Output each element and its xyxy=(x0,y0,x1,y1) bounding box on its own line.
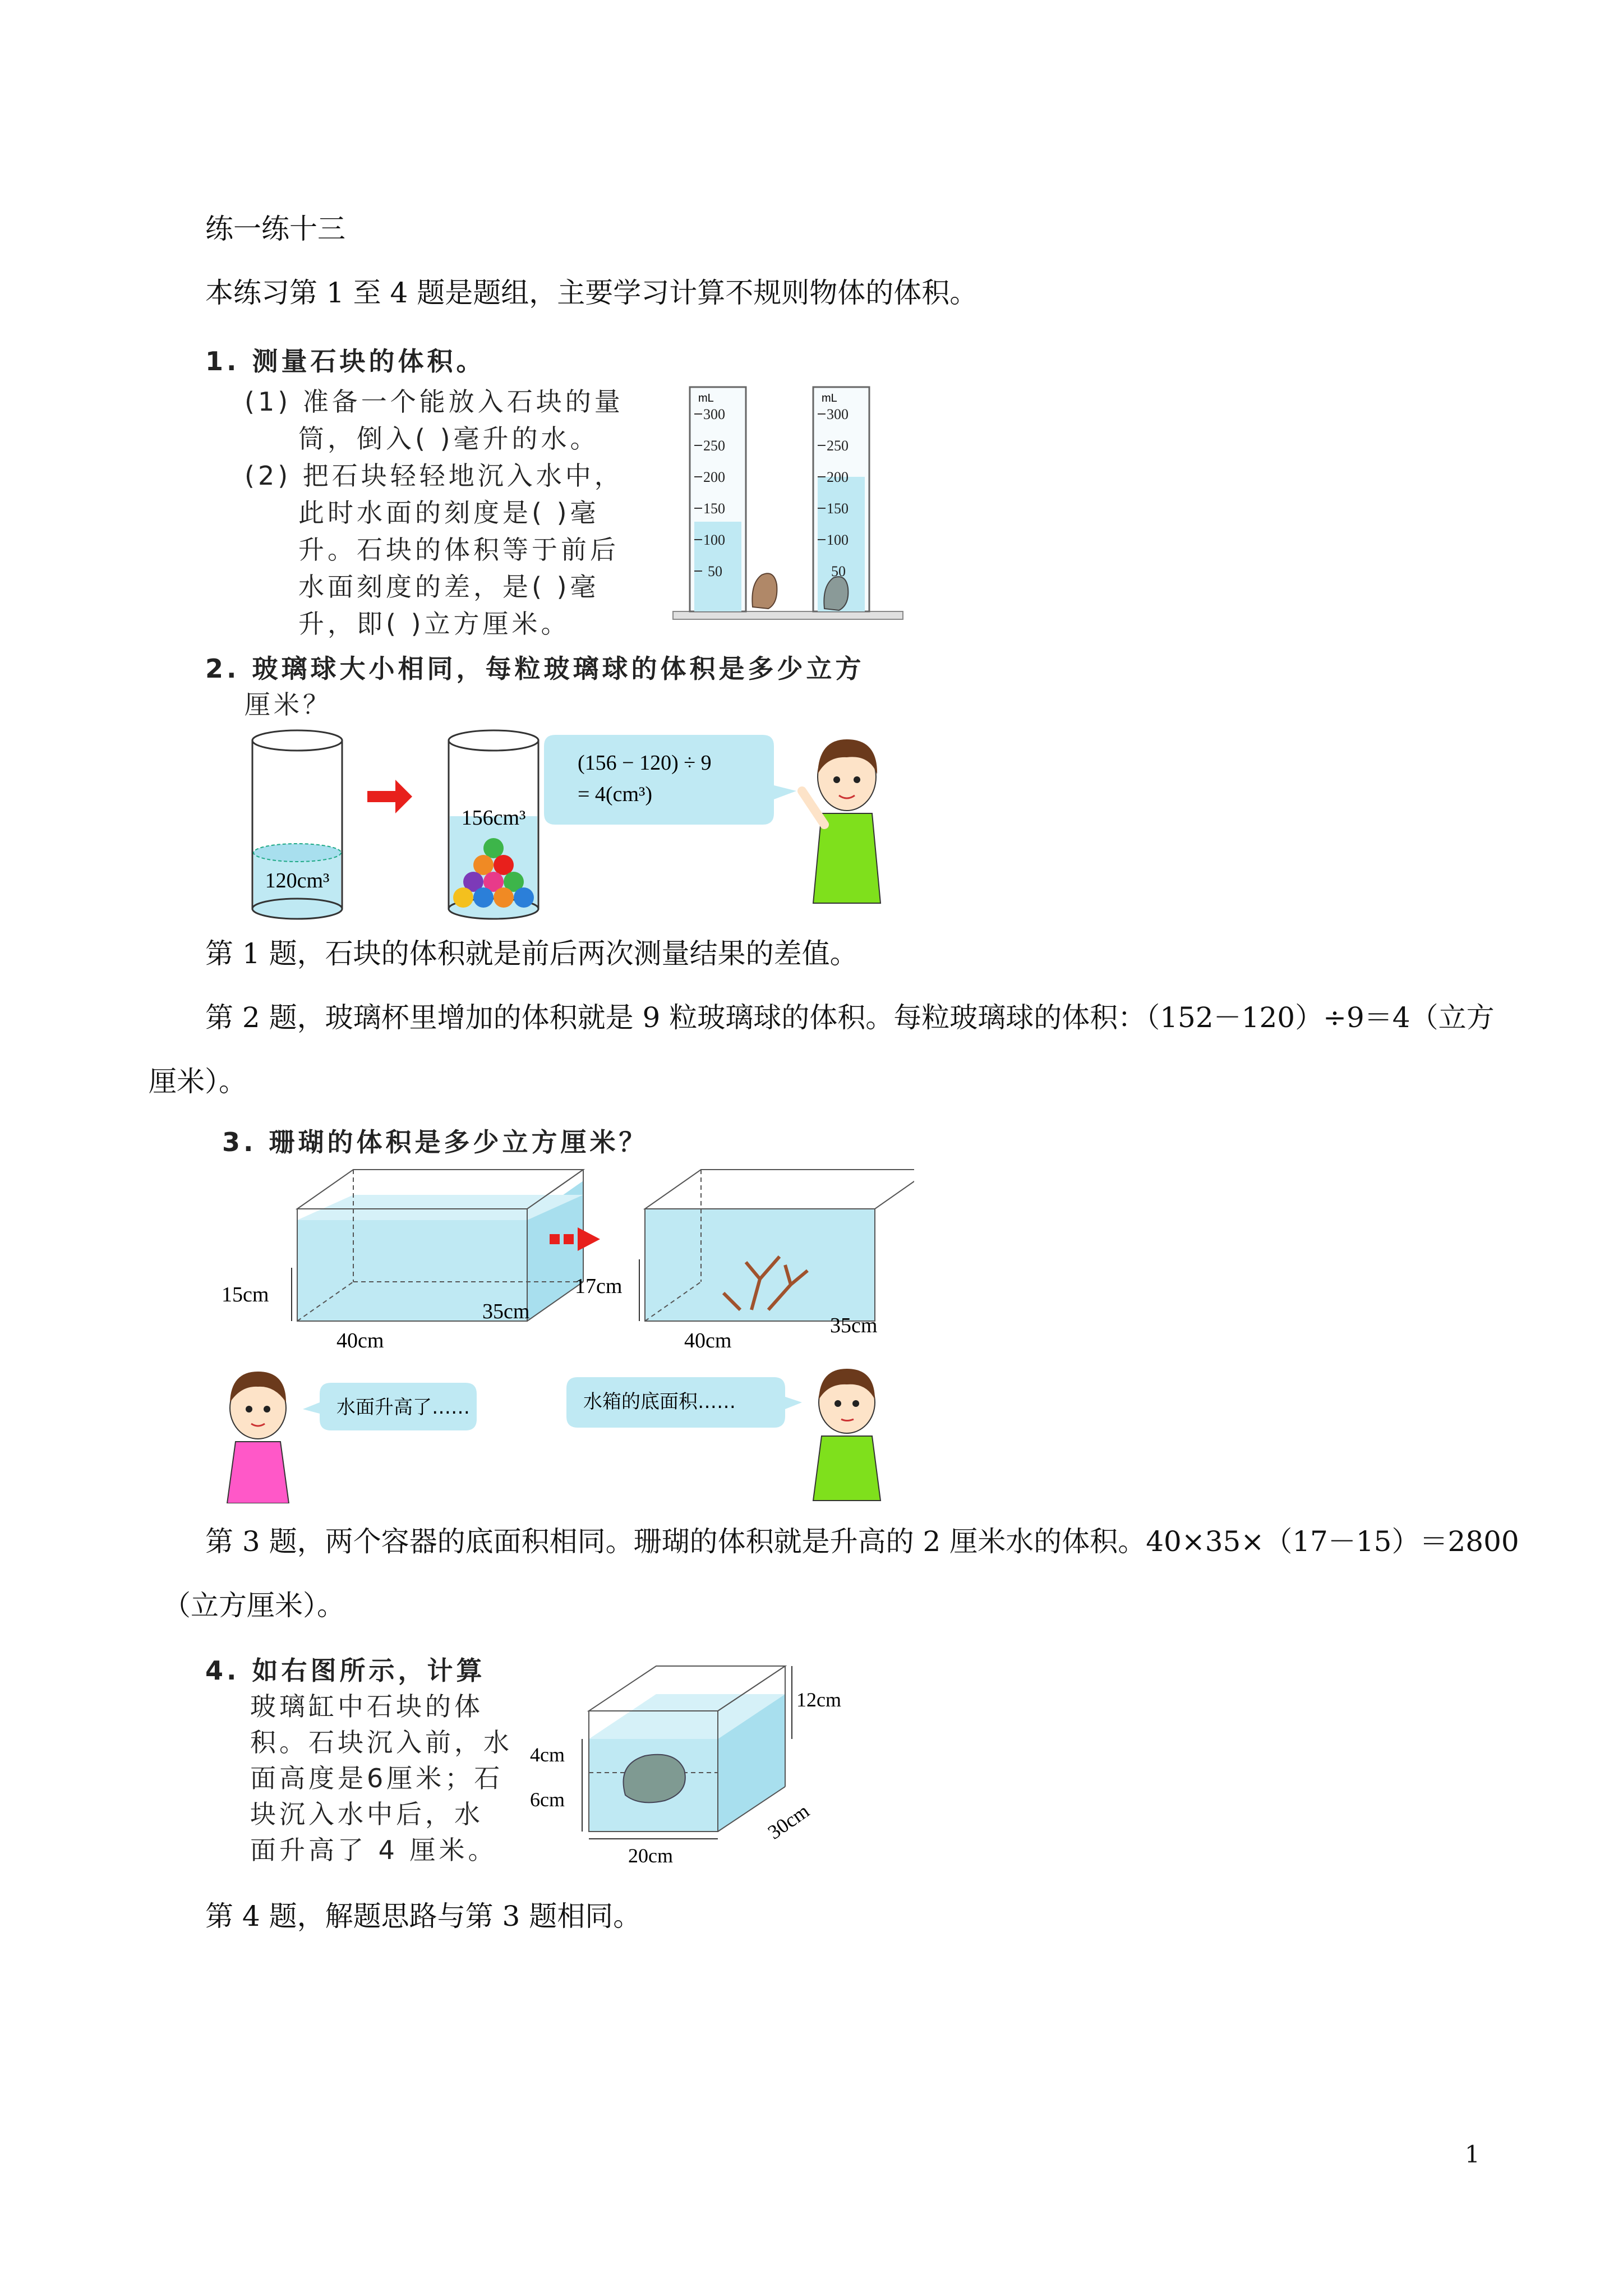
svg-text:150: 150 xyxy=(827,500,849,517)
q4-line-5: 块沉入水中后，水 xyxy=(250,1799,483,1829)
answer-2-line-2: 厘米）。 xyxy=(149,1065,247,1098)
svg-text:水面升高了……: 水面升高了…… xyxy=(336,1396,470,1419)
q2-speech-bubble xyxy=(544,735,796,825)
cup-after-label: 156cm³ xyxy=(461,806,526,830)
svg-text:6cm: 6cm xyxy=(530,1788,565,1811)
svg-text:300: 300 xyxy=(827,406,849,422)
answer-3-line-2: （立方厘米）。 xyxy=(163,1589,345,1622)
answer-2-line-1: 第 2 题，玻璃杯里增加的体积就是 9 粒玻璃球的体积。每粒玻璃球的体积：（152－120）÷9＝4（立方 xyxy=(205,1001,1495,1034)
q4-line-2: 玻璃缸中石块的体 xyxy=(250,1691,483,1722)
svg-text:40cm: 40cm xyxy=(684,1329,732,1352)
answer-3-line-1: 第 3 题，两个容器的底面积相同。珊瑚的体积就是升高的 2 厘米水的体积。40×35×（17－15）＝2800 xyxy=(205,1525,1519,1558)
cup-before xyxy=(252,730,342,919)
girl-icon xyxy=(227,1372,289,1503)
cup-after xyxy=(449,730,538,919)
svg-text:35cm: 35cm xyxy=(482,1300,530,1323)
svg-text:12cm: 12cm xyxy=(796,1688,841,1711)
svg-text:100: 100 xyxy=(827,532,849,548)
q1-line-6: 水面刻度的差，是( )毫 xyxy=(298,572,600,602)
q4-tank-figure xyxy=(527,1644,920,1868)
svg-text:150: 150 xyxy=(703,500,725,517)
q2-title-line-2: 厘米？ xyxy=(245,689,332,720)
svg-text:40cm: 40cm xyxy=(336,1329,384,1352)
right-arrow-icon xyxy=(367,780,412,813)
svg-text:250: 250 xyxy=(827,438,849,454)
svg-text:250: 250 xyxy=(703,438,725,454)
q1-title: 1. 测量石块的体积。 xyxy=(205,346,486,376)
svg-text:30cm: 30cm xyxy=(763,1799,814,1844)
q1-cylinders-figure xyxy=(667,381,909,628)
svg-text:35cm: 35cm xyxy=(830,1314,878,1337)
svg-text:200: 200 xyxy=(703,469,725,485)
svg-text:200: 200 xyxy=(827,469,849,485)
q1-line-2: 筒，倒入( )毫升的水。 xyxy=(298,424,600,454)
boy-speech-bubble xyxy=(566,1377,802,1428)
svg-text:20cm: 20cm xyxy=(628,1844,673,1867)
girl-speech-bubble xyxy=(303,1383,477,1430)
svg-text:mL: mL xyxy=(822,392,837,404)
q1-line-5: 升。石块的体积等于前后 xyxy=(298,535,619,565)
unit-label: mL xyxy=(698,392,714,404)
stone-icon xyxy=(752,573,777,609)
svg-text:100: 100 xyxy=(703,532,725,548)
svg-text:= 4(cm³): = 4(cm³) xyxy=(578,783,653,806)
intro-text: 本练习第 1 至 4 题是题组，主要学习计算不规则物体的体积。 xyxy=(205,277,978,309)
cylinder-before xyxy=(690,387,746,611)
answer-1: 第 1 题，石块的体积就是前后两次测量结果的差值。 xyxy=(205,937,858,970)
q1-line-1: (1) 准备一个能放入石块的量 xyxy=(245,386,624,417)
answer-4: 第 4 题，解题思路与第 3 题相同。 xyxy=(205,1900,642,1932)
q1-line-3: (2) 把石块轻轻地沉入水中， xyxy=(245,461,624,491)
svg-text:水箱的底面积……: 水箱的底面积…… xyxy=(583,1391,736,1413)
svg-text:17cm: 17cm xyxy=(575,1274,623,1298)
svg-text:50: 50 xyxy=(708,563,722,579)
q4-line-3: 积。石块沉入前，水 xyxy=(250,1727,513,1757)
q1-line-7: 升，即( )立方厘米。 xyxy=(298,609,570,639)
q1-line-4: 此时水面的刻度是( )毫 xyxy=(298,498,600,528)
q4-line-1: 4. 如右图所示，计算 xyxy=(205,1655,486,1686)
q4-line-6: 面升高了 4 厘米。 xyxy=(250,1835,497,1865)
svg-text:50: 50 xyxy=(831,563,846,579)
q4-line-4: 面高度是6厘米；石 xyxy=(250,1763,504,1793)
svg-text:(156 − 120) ÷ 9: (156 − 120) ÷ 9 xyxy=(578,751,712,775)
tank-before xyxy=(222,1170,583,1352)
svg-text:4cm: 4cm xyxy=(530,1743,565,1766)
q3-title: 3. 珊瑚的体积是多少立方厘米？ xyxy=(222,1127,648,1157)
tank-after xyxy=(575,1170,914,1352)
q2-title-line-1: 2. 玻璃球大小相同，每粒玻璃球的体积是多少立方 xyxy=(205,654,865,684)
q3-figure xyxy=(213,1167,914,1503)
boy-icon xyxy=(802,739,880,903)
cylinder-after xyxy=(813,387,869,611)
cup-before-label: 120cm³ xyxy=(265,869,330,892)
q2-figure xyxy=(241,724,903,920)
svg-text:15cm: 15cm xyxy=(222,1283,269,1306)
page-number: 1 xyxy=(1465,2141,1480,2168)
stone-icon xyxy=(624,1755,685,1803)
boy-icon xyxy=(813,1369,880,1501)
svg-text:300: 300 xyxy=(703,406,725,422)
page-title: 练一练十三 xyxy=(205,213,345,245)
